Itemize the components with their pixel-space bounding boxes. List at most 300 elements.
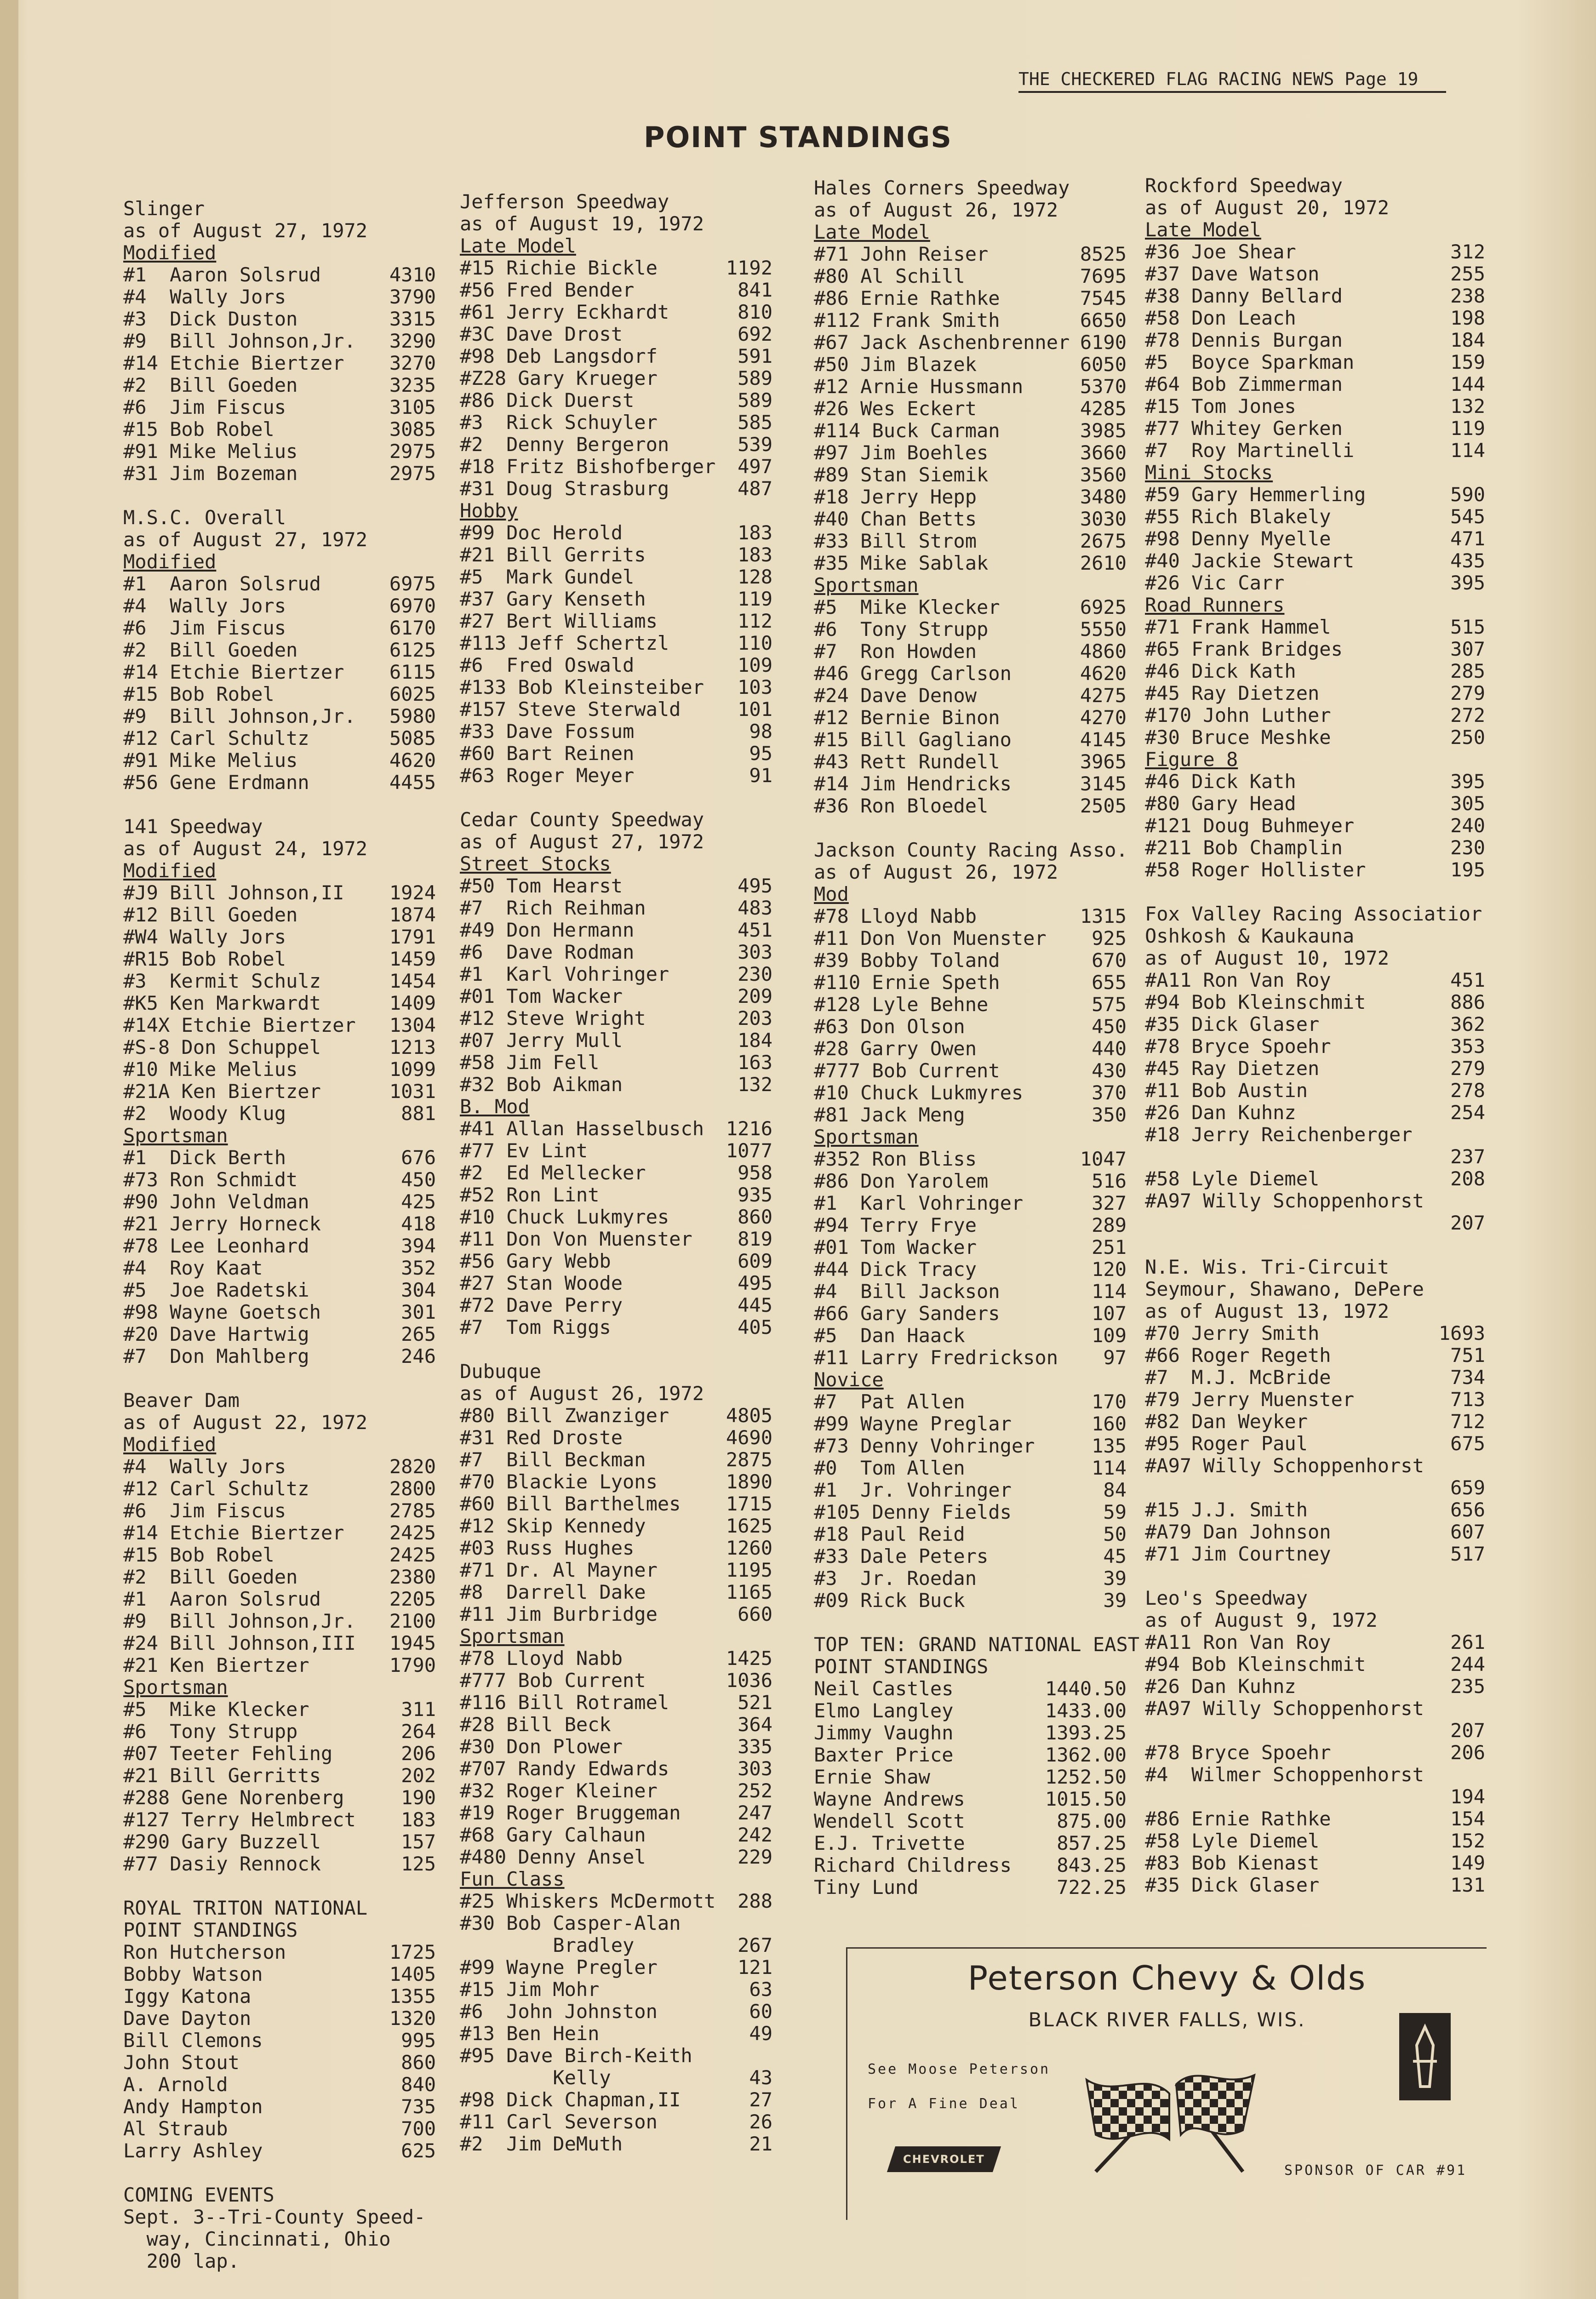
driver-name: #6 Fred Oswald: [460, 654, 635, 676]
driver-name: #40 Chan Betts: [814, 508, 977, 530]
driver-name: #78 Lloyd Nabb: [460, 1647, 623, 1670]
driver-points: 107: [1092, 1302, 1127, 1325]
standing-row: [1145, 285, 1485, 307]
standing-row: [814, 1038, 1127, 1060]
driver-points: 170: [1092, 1390, 1127, 1413]
driver-name: #30 Bruce Meshke: [1145, 726, 1331, 749]
driver-points: 1165: [726, 1581, 772, 1603]
driver-name: #98 Deb Langsdorf: [460, 345, 658, 367]
driver-name: Neil Castles: [814, 1678, 954, 1700]
driver-name: #7 Rich Reihman: [460, 897, 646, 919]
driver-name: #35 Dick Glaser: [1145, 1013, 1320, 1035]
class-heading: Novice: [814, 1368, 884, 1391]
standing-row: [814, 685, 1127, 707]
driver-name: #12 Bernie Binon: [814, 707, 1000, 729]
driver-points: 734: [1450, 1366, 1485, 1389]
driver-name: #45 Ray Dietzen: [1145, 682, 1320, 704]
driver-name: #1 Jr. Vohringer: [814, 1479, 1012, 1501]
standing-row: [814, 1854, 1127, 1876]
driver-name: #A97 Willy Schoppenhorst: [1145, 1190, 1424, 1212]
driver-points: 190: [401, 1786, 436, 1809]
driver-points: 350: [1092, 1104, 1127, 1126]
class-heading: Late Model: [814, 221, 930, 243]
standing-row: [814, 1590, 1127, 1612]
driver-name: #15 J.J. Smith: [1145, 1499, 1308, 1521]
driver-points: [1482, 1190, 1485, 1212]
class-heading: Figure 8: [1145, 748, 1238, 771]
driver-name: Jimmy Vaughn: [814, 1722, 954, 1744]
driver-points: 278: [1450, 1079, 1485, 1102]
standing-row: [814, 1435, 1127, 1457]
driver-name: #18 Paul Reid: [814, 1523, 965, 1545]
page-title: POINT STANDINGS: [644, 120, 952, 154]
standing-row: [123, 683, 436, 705]
standing-row: [123, 1014, 436, 1036]
driver-points: 3085: [389, 418, 436, 440]
driver-name: #78 Lloyd Nabb: [814, 905, 977, 927]
driver-name: #55 Rich Blakely: [1145, 506, 1331, 528]
driver-points: 254: [1450, 1101, 1485, 1124]
driver-points: 6190: [1080, 331, 1127, 354]
driver-points: 194: [1450, 1785, 1485, 1808]
driver-name: #11 Don Von Muenster: [814, 927, 1047, 949]
driver-name: #66 Gary Sanders: [814, 1303, 1000, 1325]
driver-name: #288 Gene Norenberg: [123, 1787, 344, 1809]
ad-tagline-1: See Moose Peterson: [868, 2061, 1051, 2077]
standing-row: [123, 1301, 436, 1323]
driver-name: #7 Roy Martinelli: [1145, 440, 1355, 462]
standing-row: [123, 1147, 436, 1169]
ad-tagline-2: For A Fine Deal: [868, 2096, 1020, 2112]
standings-section: [123, 1897, 436, 2162]
driver-name: #116 Bill Rotramel: [460, 1692, 669, 1714]
driver-name: #1 Aaron Solsrud: [123, 573, 321, 595]
driver-points: 183: [738, 521, 772, 544]
standing-row: [460, 1162, 772, 1184]
standing-row: [123, 772, 436, 794]
driver-name: #64 Bob Zimmerman: [1145, 373, 1343, 395]
standing-row: [460, 1471, 772, 1493]
driver-points: 305: [1450, 792, 1485, 815]
standing-row: [1145, 837, 1485, 859]
dealer-advertisement: [846, 1947, 1487, 2220]
class-heading: Modified: [123, 241, 217, 264]
driver-points: 713: [1450, 1388, 1485, 1411]
standing-row: [460, 1979, 772, 2001]
standing-row: [1145, 1499, 1485, 1521]
driver-points: 288: [738, 1890, 772, 1912]
driver-name: #99 Doc Herold: [460, 522, 623, 544]
standing-row: [123, 1566, 436, 1588]
driver-name: #352 Ron Bliss: [814, 1148, 977, 1170]
driver-points: 5550: [1080, 618, 1127, 641]
standing-row: [460, 1206, 772, 1228]
page-header: THE CHECKERED FLAG RACING NEWS Page 19: [1018, 69, 1446, 93]
driver-points: 4285: [1080, 397, 1127, 420]
driver-points: 670: [1092, 949, 1127, 972]
section-title: Slinger: [123, 197, 205, 220]
standing-row: [1145, 793, 1485, 815]
standing-row: [123, 1831, 436, 1853]
driver-name: #31 Red Droste: [460, 1427, 623, 1449]
driver-points: 1015.50: [1045, 1788, 1127, 1810]
driver-points: 5085: [389, 727, 436, 749]
driver-name: #0 Tom Allen: [814, 1457, 965, 1479]
driver-name: #10 Mike Melius: [123, 1058, 298, 1081]
driver-points: 590: [1450, 483, 1485, 506]
standing-row: [123, 970, 436, 992]
driver-name: #15 Tom Jones: [1145, 395, 1296, 417]
standing-row: [1145, 859, 1485, 881]
driver-name: #12 Skip Kennedy: [460, 1515, 646, 1537]
driver-points: 4690: [726, 1426, 772, 1449]
standing-row: [123, 396, 436, 418]
standing-row: [1145, 395, 1485, 417]
standing-row: [1145, 1455, 1485, 1477]
driver-name: #6 Jim Fiscus: [123, 1500, 286, 1522]
driver-name: #110 Ernie Speth: [814, 972, 1000, 994]
driver-name: #6 Dave Rodman: [460, 941, 635, 963]
standing-row: [1145, 1389, 1485, 1411]
driver-points: 26: [749, 2110, 772, 2133]
driver-name: #78 Bryce Spoehr: [1145, 1742, 1331, 1764]
driver-name: #19 Roger Bruggeman: [460, 1802, 681, 1824]
driver-points: 1791: [389, 926, 436, 948]
driver-points: 98: [749, 720, 772, 743]
class-heading: Mini Stocks: [1145, 461, 1273, 484]
standings-section: [123, 816, 436, 1367]
driver-points: 515: [1450, 616, 1485, 638]
driver-points: 144: [1450, 373, 1485, 395]
driver-points: 6050: [1080, 353, 1127, 376]
driver-points: 154: [1450, 1807, 1485, 1830]
driver-name: #99 Wayne Preglar: [814, 1413, 1012, 1435]
standing-row: [814, 508, 1127, 530]
standing-row: [123, 1213, 436, 1235]
standing-row: [123, 1036, 436, 1058]
driver-name: #9 Bill Johnson,Jr.: [123, 705, 356, 727]
driver-points: 1409: [389, 992, 436, 1014]
section-title: TOP TEN: GRAND NATIONAL EAST: [814, 1633, 1140, 1656]
driver-name: #32 Roger Kleiner: [460, 1780, 658, 1802]
driver-name: #60 Bill Barthelmes: [460, 1493, 681, 1515]
driver-points: 2800: [389, 1477, 436, 1500]
standing-row: [814, 442, 1127, 464]
driver-name: #7 Pat Allen: [814, 1391, 965, 1413]
section-date: as of August 13, 1972: [1145, 1300, 1390, 1322]
standing-row: [460, 345, 772, 367]
driver-name: #7 Bill Beckman: [460, 1449, 646, 1471]
driver-name: #A11 Ron Van Roy: [1145, 1631, 1331, 1653]
standings-column-1: [123, 198, 436, 2294]
standing-row: [123, 992, 436, 1014]
driver-name: #44 Dick Tracy: [814, 1258, 977, 1281]
driver-name: #3 Jr. Roedan: [814, 1567, 977, 1590]
driver-name: Baxter Price: [814, 1744, 954, 1766]
driver-points: 1304: [389, 1014, 436, 1036]
standing-row: [1145, 1146, 1485, 1168]
driver-name: #43 Rett Rundell: [814, 751, 1000, 773]
driver-points: 886: [1450, 991, 1485, 1013]
driver-name: #25 Whiskers McDermott: [460, 1890, 716, 1912]
driver-name: #6 Jim Fiscus: [123, 617, 286, 639]
driver-points: 1031: [389, 1080, 436, 1103]
driver-name: #3 Dick Duston: [123, 308, 298, 330]
driver-name: #38 Danny Bellard: [1145, 285, 1343, 307]
driver-points: 395: [1450, 770, 1485, 793]
driver-points: 1874: [389, 904, 436, 926]
driver-points: 751: [1450, 1344, 1485, 1367]
driver-name: [1145, 1786, 1447, 1808]
standing-row: [460, 2133, 772, 2155]
driver-points: 207: [1450, 1212, 1485, 1234]
standing-row: [1145, 1035, 1485, 1058]
section-date: as of August 27, 1972: [123, 219, 368, 242]
driver-name: #32 Bob Aikman: [460, 1074, 623, 1096]
standing-row: [123, 308, 436, 330]
driver-points: 335: [738, 1735, 772, 1758]
driver-points: 272: [1450, 704, 1485, 726]
standing-row: [1145, 991, 1485, 1013]
driver-points: 112: [738, 610, 772, 632]
driver-name: A. Arnold: [123, 2074, 228, 2096]
driver-name: Kelly: [460, 2067, 611, 2089]
driver-points: 125: [401, 1853, 436, 1875]
driver-name: #39 Bobby Toland: [814, 949, 1000, 972]
standing-row: [814, 729, 1127, 751]
driver-points: 2100: [389, 1610, 436, 1632]
driver-name: #71 John Reiser: [814, 243, 989, 265]
standing-row: [1145, 1322, 1485, 1344]
driver-points: 235: [1450, 1675, 1485, 1698]
standing-row: [814, 1104, 1127, 1126]
driver-name: #A97 Willy Schoppenhorst: [1145, 1698, 1424, 1720]
driver-points: 163: [738, 1051, 772, 1074]
driver-name: #4 Roy Kaat: [123, 1257, 263, 1279]
driver-points: 875.00: [1057, 1810, 1127, 1832]
driver-points: 1216: [726, 1117, 772, 1140]
standing-row: [123, 1985, 436, 2007]
driver-name: #6 Jim Fiscus: [123, 396, 286, 418]
driver-points: 4620: [389, 749, 436, 772]
driver-points: 364: [738, 1713, 772, 1736]
section-title: ROYAL TRITON NATIONAL: [123, 1897, 368, 1919]
driver-points: 3480: [1080, 486, 1127, 508]
class-heading: Street Stocks: [460, 852, 611, 875]
standing-row: [1145, 241, 1485, 263]
driver-name: #94 Terry Frye: [814, 1214, 977, 1236]
standing-row: [460, 478, 772, 500]
driver-name: #70 Jerry Smith: [1145, 1322, 1320, 1344]
standing-row: [460, 610, 772, 632]
driver-points: 265: [401, 1323, 436, 1345]
standing-row: [460, 1537, 772, 1559]
class-heading: Sportsman: [123, 1124, 228, 1147]
driver-name: #36 Ron Bloedel: [814, 795, 989, 817]
driver-points: 238: [1450, 285, 1485, 307]
driver-points: 152: [1450, 1830, 1485, 1852]
driver-points: 405: [738, 1316, 772, 1338]
driver-name: #14X Etchie Biertzer: [123, 1014, 356, 1036]
standing-row: [460, 434, 772, 456]
section-title: COMING EVENTS: [123, 2184, 275, 2206]
driver-points: 6925: [1080, 596, 1127, 618]
driver-name: #113 Jeff Schertzl: [460, 632, 669, 654]
driver-name: #63 Roger Meyer: [460, 765, 635, 787]
driver-points: 43: [749, 2066, 772, 2089]
driver-name: #97 Jim Boehles: [814, 442, 989, 464]
driver-name: #4 Bill Jackson: [814, 1281, 1000, 1303]
driver-points: 2505: [1080, 795, 1127, 817]
driver-points: 1252.50: [1045, 1766, 1127, 1788]
standing-row: [460, 1294, 772, 1316]
standing-row: [123, 2140, 436, 2162]
event-line: Sept. 3--Tri-County Speed-: [123, 2206, 426, 2228]
driver-points: 394: [401, 1235, 436, 1257]
standing-row: [814, 927, 1127, 949]
class-heading: Fun Class: [460, 1868, 565, 1890]
driver-name: #12 Arnie Hussmann: [814, 376, 1024, 398]
standing-row: [460, 544, 772, 566]
driver-name: #71 Frank Hammel: [1145, 616, 1331, 638]
driver-name: #2 Bill Goeden: [123, 1566, 298, 1588]
standing-row: [460, 2045, 772, 2067]
driver-name: #3C Dave Drost: [460, 323, 623, 345]
driver-name: #07 Jerry Mull: [460, 1029, 623, 1052]
driver-points: 5980: [389, 705, 436, 727]
driver-name: #18 Jerry Hepp: [814, 486, 977, 508]
driver-points: 261: [1450, 1631, 1485, 1653]
standing-row: [814, 1347, 1127, 1369]
driver-name: #10 Chuck Lukmyres: [460, 1206, 669, 1228]
section-title: Jefferson Speedway: [460, 190, 669, 213]
driver-name: #4 Wally Jors: [123, 595, 286, 617]
driver-points: 4620: [1080, 662, 1127, 685]
driver-points: 370: [1092, 1081, 1127, 1104]
driver-points: 451: [1450, 969, 1485, 991]
driver-name: #2 Bill Goeden: [123, 639, 298, 661]
driver-points: 149: [1450, 1852, 1485, 1874]
driver-points: 121: [738, 1956, 772, 1979]
driver-name: #95 Dave Birch-Keith: [460, 2045, 692, 2067]
driver-name: #78 Bryce Spoehr: [1145, 1035, 1331, 1058]
driver-name: #58 Lyle Diemel: [1145, 1830, 1320, 1852]
driver-points: 4145: [1080, 728, 1127, 751]
driver-name: Bill Clemons: [123, 2030, 263, 2052]
driver-name: #157 Steve Sterwald: [460, 698, 681, 721]
standing-row: [814, 1281, 1127, 1303]
standing-row: [814, 795, 1127, 817]
driver-name: #79 Jerry Muenster: [1145, 1389, 1355, 1411]
standings-section: [460, 1361, 772, 2155]
driver-points: 1320: [389, 2007, 436, 2030]
driver-points: 810: [738, 301, 772, 323]
driver-points: 521: [738, 1691, 772, 1714]
driver-name: #46 Dick Kath: [1145, 771, 1296, 793]
driver-points: 207: [1450, 1719, 1485, 1742]
standing-row: [460, 588, 772, 610]
driver-name: #K5 Ken Markwardt: [123, 992, 321, 1014]
driver-name: #W4 Wally Jors: [123, 926, 286, 948]
driver-name: #90 John Veldman: [123, 1191, 309, 1213]
driver-name: #94 Bob Kleinschmit: [1145, 991, 1366, 1013]
driver-points: 84: [1103, 1479, 1127, 1501]
class-heading: Modified: [123, 859, 217, 882]
standing-row: [123, 1963, 436, 1985]
standing-row: [460, 985, 772, 1007]
standing-row: [1145, 771, 1485, 793]
driver-name: #12 Bill Goeden: [123, 904, 298, 926]
standing-row: [123, 1191, 436, 1213]
driver-name: #52 Ron Lint: [460, 1184, 600, 1206]
driver-name: #A11 Ron Van Roy: [1145, 969, 1331, 991]
driver-name: Ernie Shaw: [814, 1766, 930, 1788]
driver-points: 3315: [389, 308, 436, 330]
standing-row: [123, 1456, 436, 1478]
driver-name: Larry Ashley: [123, 2140, 263, 2162]
driver-name: #15 Bob Robel: [123, 1544, 275, 1566]
standing-row: [123, 374, 436, 396]
driver-name: #01 Tom Wacker: [814, 1236, 977, 1258]
standing-row: [814, 596, 1127, 618]
driver-points: 312: [1450, 240, 1485, 263]
driver-points: 157: [401, 1830, 436, 1853]
driver-name: #170 John Luther: [1145, 704, 1331, 726]
driver-name: #21 Jerry Horneck: [123, 1213, 321, 1235]
section-date: as of August 20, 1972: [1145, 196, 1390, 219]
standing-row: [814, 949, 1127, 972]
driver-name: #707 Randy Edwards: [460, 1758, 669, 1780]
driver-points: 4455: [389, 771, 436, 794]
standing-row: [814, 1236, 1127, 1258]
driver-points: 63: [749, 1978, 772, 2001]
driver-name: #R15 Bob Robel: [123, 948, 286, 970]
standing-row: [460, 2001, 772, 2023]
section-title: Cedar County Speedway: [460, 808, 704, 831]
driver-name: #2 Bill Goeden: [123, 374, 298, 396]
standing-row: [460, 1890, 772, 1912]
driver-points: 2975: [389, 440, 436, 463]
section-title: Dubuque: [460, 1360, 542, 1383]
standing-row: [1145, 1124, 1485, 1146]
standing-row: [814, 994, 1127, 1016]
driver-points: 184: [1450, 329, 1485, 351]
standing-row: [1145, 307, 1485, 329]
driver-name: #89 Stan Siemik: [814, 464, 989, 486]
standing-row: [814, 1325, 1127, 1347]
standing-row: [1145, 1808, 1485, 1830]
standing-row: [460, 1250, 772, 1272]
driver-name: Elmo Langley: [814, 1700, 954, 1722]
standing-row: [460, 1140, 772, 1162]
driver-points: 450: [401, 1168, 436, 1191]
driver-points: 1725: [389, 1941, 436, 1963]
standing-row: [460, 2023, 772, 2045]
driver-name: #133 Bob Kleinsteiber: [460, 676, 704, 698]
driver-name: #15 Jim Mohr: [460, 1979, 600, 2001]
standing-row: [460, 1714, 772, 1736]
standings-section: [123, 507, 436, 794]
standing-row: [123, 1721, 436, 1743]
driver-points: 240: [1450, 814, 1485, 837]
driver-name: #2 Ed Mellecker: [460, 1162, 646, 1184]
driver-points: 109: [738, 654, 772, 676]
driver-points: 497: [738, 455, 772, 478]
standing-row: [460, 698, 772, 721]
driver-points: 495: [738, 875, 772, 897]
standing-row: [460, 875, 772, 897]
driver-name: #91 Mike Melius: [123, 749, 298, 772]
